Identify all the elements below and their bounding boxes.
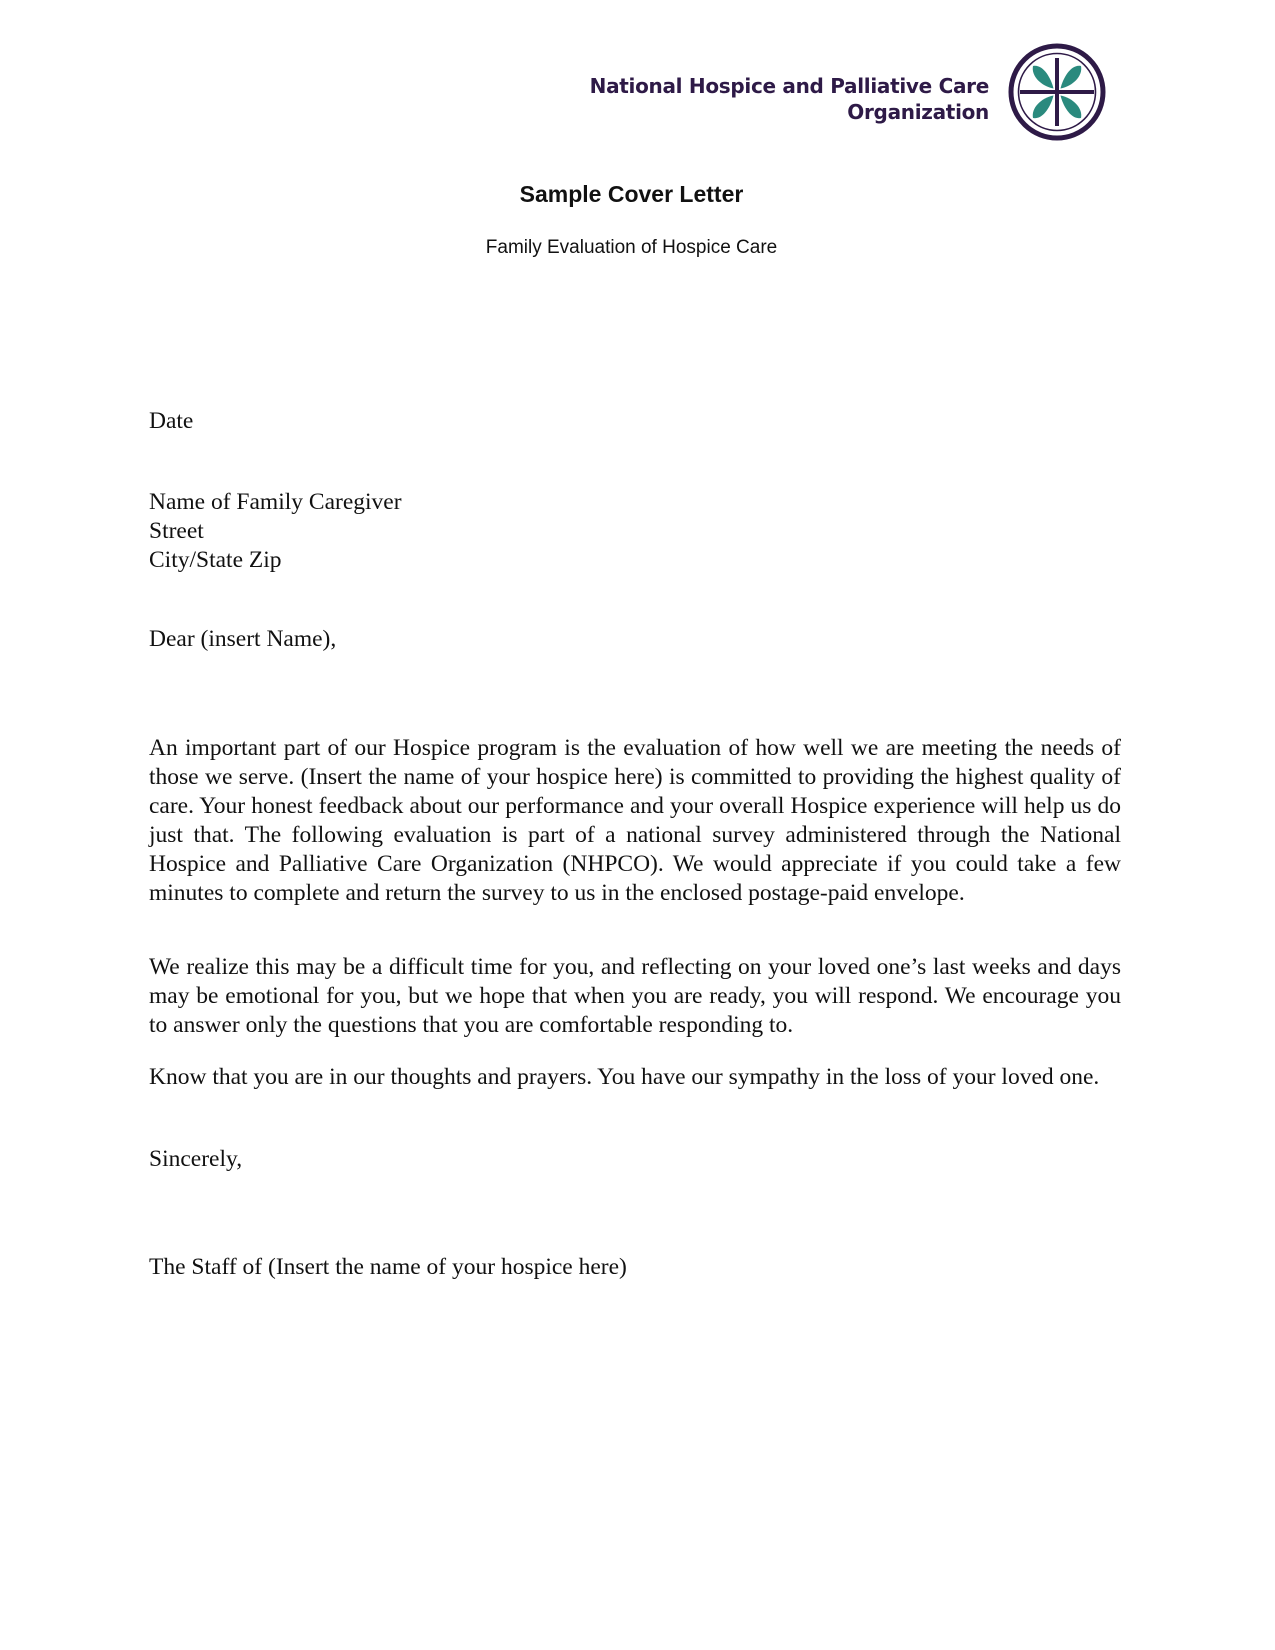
cross-horizontal: [1020, 90, 1094, 94]
nhpco-logo-icon: [1007, 42, 1107, 142]
letter-date: Date: [149, 408, 194, 434]
recipient-address: [149, 488, 1121, 575]
address-name: Name of Family Caregiver: [149, 489, 402, 515]
page-title: Sample Cover Letter: [519, 181, 744, 207]
closing: Sincerely,: [149, 1146, 243, 1172]
org-name: [590, 73, 989, 125]
org-name-line-1: National Hospice and Palliative Care: [589, 74, 989, 98]
signature: The Staff of (Insert the name of your hospice here): [149, 1254, 627, 1280]
body-paragraph-3: Know that you are in our thoughts and prayers. You have our sympathy in the loss of your loved one.: [149, 1064, 1100, 1090]
salutation: Dear (insert Name),: [149, 626, 337, 652]
body-paragraph-2: We realize this may be a difficult time for you, and reflecting on your loved one’s last weeks and days may be emotional for you, but we hope that when you are ready, you will respond. We encourage you to answer only the questions that you are comfortable responding to.: [149, 954, 1121, 1038]
page-subtitle: Family Evaluation of Hospice Care: [485, 237, 778, 258]
org-name-line-2: Organization: [847, 100, 989, 124]
body-paragraph-1: An important part of our Hospice program is the evaluation of how well we are meeting the needs of those we serve. (Insert the name of your hospice here) is committed to providing the highest quality of care. Your honest feedback about our performance and your overall Hospice experience will help us do just that. The following evaluation is part of a national survey administered through the National Hospice and Palliative Care Organization (NHPCO). We would appreciate if you could take a few minutes to complete and return the survey to us in the enclosed postage-paid envelope.: [149, 735, 1121, 906]
address-city-state-zip: City/State Zip: [149, 547, 282, 573]
address-street: Street: [149, 518, 204, 544]
